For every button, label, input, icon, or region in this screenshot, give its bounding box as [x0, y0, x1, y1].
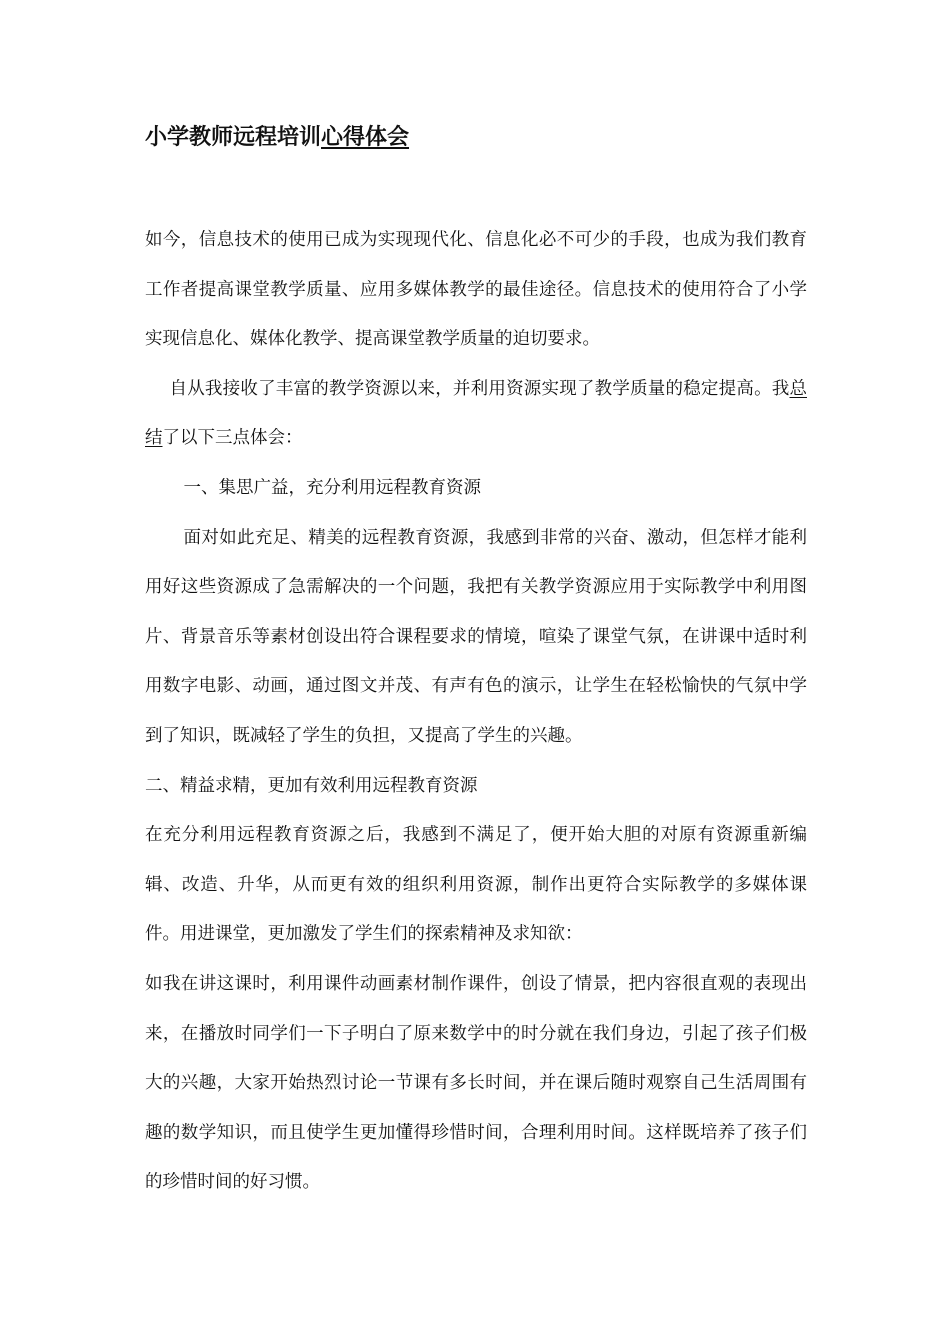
document-title [145, 120, 409, 154]
paragraph-summary [145, 365, 807, 464]
paragraph-section-1: 面对如此充足、精美的远程教育资源，我感到非常的兴奋、激动，但怎样才能利用好这些资源成了急需解决的一个问题，我把有关教学资源应用于实际教学中利用图片、背景音乐等素材创设出符合课程要求的情境，喧染了课堂气氛，在讲课中适时利用数字电影、动画，通过图文并茂、有声有色的演示，让学生在轻松愉快的气氛中学到了知识，既减轻了学生的负担，又提高了学生的兴趣。 [145, 527, 807, 746]
paragraph-intro: 如今，信息技术的使用已成为实现现代化、信息化必不可少的手段，也成为我们教育工作者提高课堂教学质量、应用多媒体教学的最佳途径。信息技术的使用符合了小学实现信息化、媒体化教学、提高课堂教学质量的迫切要求。 [145, 230, 807, 350]
paragraph-summary-text-2: 了以下三点体会： [162, 428, 303, 449]
section-heading-2: 二、精益求精，更加有效利用远程教育资源 [145, 775, 478, 796]
section-heading-1: 一、集思广益，充分利用远程教育资源 [183, 477, 481, 498]
title-text-underlined: 心得体会 [321, 124, 410, 150]
document-body [145, 216, 807, 1208]
title-text-main: 小学教师远程培训 [145, 124, 322, 150]
paragraph-summary-text-1: 自从我接收了丰富的教学资源以来，并利用资源实现了教学质量的稳定提高。我 [169, 378, 790, 399]
paragraph-section-2: 在充分利用远程教育资源之后，我感到不满足了，便开始大胆的对原有资源重新编辑、改造、升华，从而更有效的组织利用资源，制作出更符合实际教学的多媒体课件。用进课堂，更加激发了学生们的探索精神及求知欲： [145, 825, 807, 945]
paragraph-example: 如我在讲这课时，利用课件动画素材制作课件，创设了情景，把内容很直观的表现出来，在播放时同学们一下子明白了原来数学中的时分就在我们身边，引起了孩子们极大的兴趣，大家开始热烈讨论一节课有多长时间，并在课后随时观察自己生活周围有趣的数学知识，而且使学生更加懂得珍惜时间，合理利用时间。这样既培养了孩子们的珍惜时间的好习惯。 [145, 973, 807, 1193]
paragraph-summary-underlined: 总结 [145, 378, 807, 449]
